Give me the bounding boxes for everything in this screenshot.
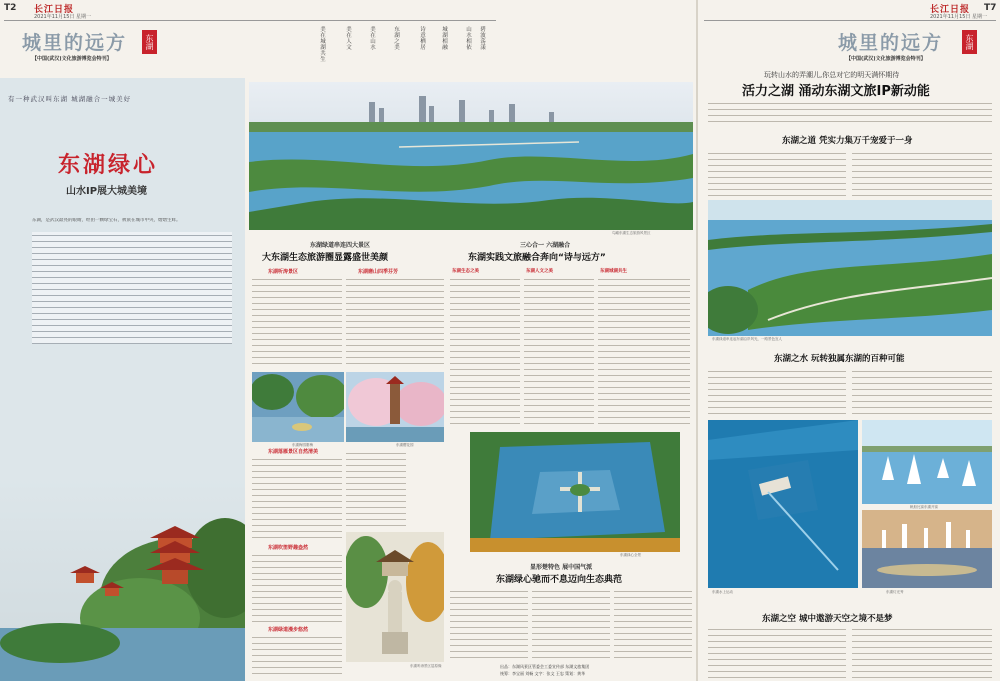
section-title-left: 城里的远方 [22, 32, 128, 54]
right-story1-col1 [708, 150, 846, 198]
statue-photo [346, 532, 444, 662]
story1-sub3: 东湖落雁景区自然清美 [268, 449, 319, 455]
story1-sub5: 东湖绿道漫步悠然 [268, 627, 309, 633]
right-story1-headline: 东湖之道 凭实力集万千宠爱于一身 [782, 136, 913, 146]
right-kicker: 玩转山水的弄潮儿,你总对它的明天满怀期待 [764, 71, 900, 79]
right-story2-col2 [852, 368, 992, 418]
plum-garden-photo [252, 372, 344, 442]
poem-line: 美在城湖共生 [319, 26, 325, 62]
story1-sub1: 东湖听涛景区 [268, 269, 299, 275]
story1-sub2: 东湖磨山四季芬芳 [358, 269, 399, 275]
story2-sub1: 东湖生态之美 [452, 269, 479, 274]
greenway-illustration [708, 200, 992, 336]
cover-intro: 东湖，是武汉最亮的眼睛，经由一颗绿宝石，被嵌在城市中央，熠熠生辉。 [32, 218, 181, 223]
island-aerial-photo [470, 432, 680, 552]
cherry-garden-caption: 东湖樱花园 [396, 443, 414, 447]
right-story3-col2 [852, 626, 992, 678]
story2-sub3: 东湖城湖共生 [600, 269, 627, 274]
story3-kicker: 显形楚特色 展中国气派 [530, 564, 593, 571]
credits-line1: 出品：东湖风景区管委会工委宣传部 东湖文旅集团 [500, 664, 590, 669]
greenway-caption: 东湖绿道串连起东湖沿岸风光，一路景色宜人 [712, 337, 782, 341]
story2-kicker: 三心合一 六湖融合 [520, 242, 571, 249]
right-story3-headline: 东湖之空 城中遨游天空之境不是梦 [762, 614, 893, 624]
right-story1-col2 [852, 150, 992, 198]
column-tag-right: 【中国(武汉)文化旅游博览会特刊】 [846, 56, 926, 62]
right-lead [708, 100, 992, 124]
masthead-left: 长江日报 [34, 5, 75, 15]
story3-body-col1 [450, 588, 528, 660]
story1-sub4: 东湖吹笛野趣盎然 [268, 545, 309, 551]
pavilion-illustration [0, 478, 245, 681]
boat-caption: 东湖水上运动 [712, 590, 733, 594]
cover-kicker: 有一种武汉叫东湖 城湖融合一城美好 [8, 95, 132, 103]
sailing-photo [862, 420, 992, 504]
light-show-photo [862, 510, 992, 588]
section-badge-left: 东湖 [142, 30, 157, 54]
right-story3-col1 [708, 626, 846, 678]
vertical-poem [268, 22, 492, 82]
island-aerial-caption: 东湖绿心全景 [620, 553, 641, 557]
poem-line: 诗意栖居 [419, 26, 425, 50]
story2-headline: 东湖实践文旅融合奔向“诗与远方” [468, 253, 606, 263]
panorama-caption: 鸟瞰东湖生态旅游风景区 [612, 231, 651, 235]
story1-body-col5 [252, 634, 342, 676]
right-headline: 活力之湖 涌动东湖文旅IP新动能 [742, 84, 930, 99]
right-story2-col1 [708, 368, 846, 418]
date-right: 2021年11月15日 星期一 [930, 14, 988, 20]
statue-caption: 东湖听涛景区屈原像 [410, 664, 442, 668]
story1-kicker: 东湖绿道串连四大景区 [310, 242, 371, 249]
light-show-caption: 东湖灯光秀 [886, 590, 904, 594]
story2-sub2: 东湖人文之美 [526, 269, 553, 274]
story1-body-col1 [252, 276, 342, 368]
poem-line: 碧波荡漾 [479, 26, 485, 50]
panorama-photo [249, 82, 693, 230]
page-number-right: T7 [984, 3, 997, 13]
island-aerial-illustration [470, 432, 680, 552]
header-rule-left [4, 20, 496, 21]
greenway-photo [708, 200, 992, 336]
poem-line: 城湖相融 [441, 26, 447, 50]
cherry-garden-illustration [346, 372, 444, 442]
sailing-illustration [862, 420, 992, 504]
cover-photo [0, 478, 245, 681]
poem-line: 东湖之美 [393, 26, 399, 50]
story3-body-col3 [614, 588, 692, 660]
section-title-right: 城里的远方 [838, 32, 944, 54]
boat-illustration [708, 420, 858, 588]
column-tag-left: 【中国(武汉)文化旅游博览会特刊】 [32, 56, 112, 62]
story1-body-col6 [346, 450, 406, 530]
plum-garden-illustration [252, 372, 344, 442]
story3-headline: 东湖绿心驰而不息迈向生态典范 [496, 575, 623, 585]
boat-photo [708, 420, 858, 588]
cover-headline: 东湖绿心 [58, 153, 159, 178]
story2-body-col2 [524, 276, 594, 426]
story1-headline: 大东湖生态旅游圈显露盛世美颜 [262, 253, 389, 263]
date-left: 2021年11月15日 星期一 [34, 14, 92, 20]
story1-body-col4 [252, 552, 342, 622]
story3-body-col2 [532, 588, 610, 660]
statue-illustration [346, 532, 444, 662]
story1-body-col2 [346, 276, 444, 368]
sailing-caption: 帆船比赛东湖开赛 [910, 505, 938, 509]
cover-subheadline: 山水IP展大城美境 [66, 186, 148, 197]
story2-body-col1 [450, 276, 520, 426]
story1-body-col3 [252, 456, 342, 540]
cherry-garden-photo [346, 372, 444, 442]
cover-body-text [32, 232, 232, 344]
page-number-left: T2 [4, 3, 17, 13]
masthead-right: 长江日报 [930, 5, 971, 15]
plum-garden-caption: 东湖梅园腊梅 [292, 443, 313, 447]
header-rule-right [704, 20, 996, 21]
credits-line2: 统筹：李宝丽 刘畅 文字：张文 王忠 策划：黄华 [500, 671, 586, 676]
light-show-illustration [862, 510, 992, 588]
poem-line: 美在人文 [345, 26, 351, 50]
poem-line: 美在山水 [369, 26, 375, 50]
section-badge-right: 东湖 [962, 30, 977, 54]
story2-body-col3 [598, 276, 690, 426]
lake-panorama-illustration [249, 82, 693, 230]
page-gutter [696, 0, 698, 681]
poem-line: 山水相依 [465, 26, 471, 50]
right-story2-headline: 东湖之水 玩转独属东湖的百种可能 [774, 354, 905, 364]
